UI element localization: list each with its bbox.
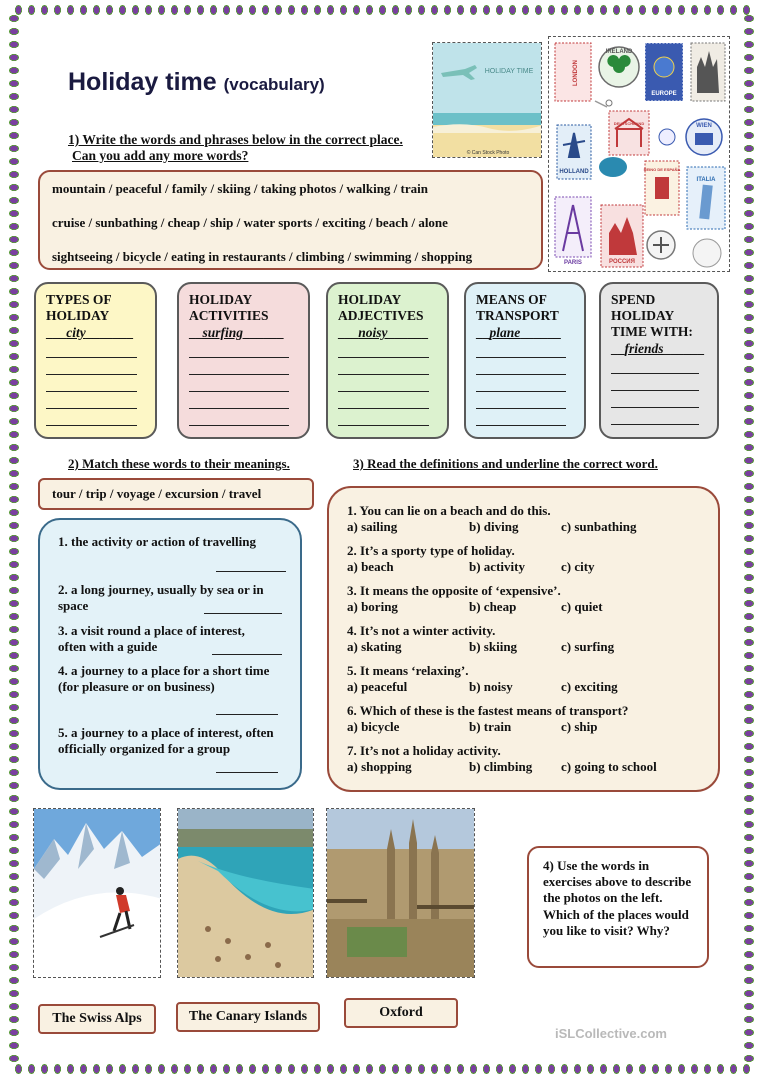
- postcard-caption: HOLIDAY TIME: [484, 68, 534, 75]
- ex1-instruction: [68, 132, 403, 164]
- photo-canary-islands: [177, 808, 314, 978]
- category-title: MEANS OF TRANSPORT: [476, 292, 559, 323]
- answer-blank[interactable]: [212, 643, 282, 655]
- answer-line[interactable]: [46, 392, 137, 409]
- definition-item: [58, 534, 286, 582]
- option-c[interactable]: c) ship: [561, 719, 598, 734]
- answer-line[interactable]: [189, 409, 289, 426]
- answer-line[interactable]: [611, 408, 699, 425]
- word-bank-line: sightseeing / bicycle / eating in restaurants / climbing / swimming / shopping: [52, 249, 473, 264]
- answer-blank[interactable]: [216, 703, 278, 715]
- page-title: [68, 68, 325, 97]
- definition-text: 2. a long journey, usually by sea or in space: [58, 582, 264, 613]
- photo-swiss-alps: [33, 808, 161, 978]
- category-example: __plane______: [476, 325, 561, 340]
- place-label-oxford: Oxford: [344, 998, 458, 1028]
- answer-line[interactable]: [46, 341, 137, 358]
- answer-line[interactable]: [611, 357, 699, 374]
- answer-line[interactable]: [46, 375, 137, 392]
- ex1-instruction-line1: 1) Write the words and phrases below in the correct place.: [68, 132, 403, 147]
- stamp-ireland: IRELAND: [605, 49, 633, 55]
- question-text: 5. It means ‘relaxing’.: [347, 663, 469, 678]
- question-text: 6. Which of these is the fastest means of transport?: [347, 703, 629, 718]
- decorative-border-right: [741, 12, 757, 1067]
- option-a[interactable]: a) beach: [347, 559, 394, 574]
- word-bank: [38, 170, 543, 270]
- ex2-word-bank: tour / trip / voyage / excursion / travel: [38, 478, 314, 510]
- answer-line[interactable]: [338, 341, 429, 358]
- answer-line[interactable]: [46, 409, 137, 426]
- answer-line[interactable]: [338, 375, 429, 392]
- answer-line[interactable]: [611, 374, 699, 391]
- answer-line[interactable]: [476, 375, 566, 392]
- option-a[interactable]: a) sailing: [347, 519, 398, 534]
- category-holiday-adjectives: [326, 282, 449, 439]
- definition-text: 3. a visit round a place of interest, often with a guide: [58, 623, 245, 654]
- stamp-london: LONDON: [573, 60, 579, 86]
- answer-blank[interactable]: [204, 602, 282, 614]
- ex3-instruction: [353, 456, 658, 472]
- question-text: 4. It’s not a winter activity.: [347, 623, 496, 638]
- postcard-credit: © Can Stock Photo: [466, 150, 510, 156]
- option-a[interactable]: a) peaceful: [347, 679, 408, 694]
- decorative-border-bottom: [12, 1061, 751, 1077]
- option-b[interactable]: b) climbing: [469, 759, 533, 774]
- option-b[interactable]: b) diving: [469, 519, 519, 534]
- answer-line[interactable]: [189, 358, 289, 375]
- ex2-instruction: 2) Match these words to their meanings.: [68, 456, 290, 471]
- option-c[interactable]: c) quiet: [561, 599, 603, 614]
- answer-line[interactable]: [476, 358, 566, 375]
- option-a[interactable]: a) skating: [347, 639, 402, 654]
- stamp-espana: REINO DE ESPAÑA: [643, 167, 681, 172]
- title-sub: (vocabulary): [223, 75, 325, 94]
- option-a[interactable]: a) shopping: [347, 759, 412, 774]
- definition-item: [58, 725, 286, 775]
- category-title: HOLIDAY ADJECTIVES: [338, 292, 424, 323]
- option-b[interactable]: b) activity: [469, 559, 525, 574]
- stamp-paris: PARIS: [564, 260, 582, 266]
- word-bank-line: cruise / sunbathing / cheap / ship / water sports / exciting / beach / alone: [52, 215, 448, 230]
- ex3-number: 3): [353, 456, 364, 471]
- option-c[interactable]: c) city: [561, 559, 595, 574]
- option-b[interactable]: b) skiing: [469, 639, 518, 654]
- place-label-swiss-alps: The Swiss Alps: [38, 1004, 156, 1034]
- stamp-holland: HOLLAND: [559, 169, 589, 175]
- answer-blank[interactable]: [216, 560, 286, 572]
- category-example: ___noisy______: [338, 325, 429, 340]
- category-means-of-transport: [464, 282, 586, 439]
- ex1-instruction-line2: Can you add any more words?: [72, 148, 249, 163]
- decorative-border-left: [6, 12, 22, 1067]
- answer-line[interactable]: [189, 392, 289, 409]
- title-main: Holiday time: [68, 68, 217, 96]
- answer-blank[interactable]: [216, 761, 278, 773]
- category-title: HOLIDAY ACTIVITIES: [189, 292, 269, 323]
- quiz-question: [347, 663, 708, 695]
- option-b[interactable]: b) train: [469, 719, 512, 734]
- quiz-question: [347, 543, 708, 575]
- quiz-question: [347, 743, 708, 775]
- quiz-question: [347, 503, 708, 535]
- stamp-wien: WIEN: [696, 123, 712, 129]
- word-bank-line: mountain / peaceful / family / skiing / taking photos / walking / train: [52, 181, 428, 196]
- option-c[interactable]: c) exciting: [561, 679, 618, 694]
- decorative-border-top: [12, 2, 751, 18]
- option-a[interactable]: a) boring: [347, 599, 398, 614]
- quiz-question: [347, 623, 708, 655]
- option-a[interactable]: a) bicycle: [347, 719, 400, 734]
- question-text: 2. It’s a sporty type of holiday.: [347, 543, 515, 558]
- definition-text: 4. a journey to a place for a short time (for pleasure or on business): [58, 663, 270, 694]
- category-types-of-holiday: [34, 282, 157, 439]
- ex4-task-box: 4) Use the words in exercises above to describe the photos on the left. Which of the places would you like to visit? Why?: [527, 846, 709, 968]
- answer-line[interactable]: [338, 392, 429, 409]
- answer-line[interactable]: [476, 392, 566, 409]
- site-watermark: iSLCollective.com: [555, 1026, 667, 1041]
- definition-text: 5. a journey to a place of interest, often officially organized for a group: [58, 725, 274, 756]
- category-title: TYPES OF HOLIDAY: [46, 292, 112, 323]
- category-example: ___city_______: [46, 325, 133, 340]
- stamp-italia: ITALIA: [696, 177, 716, 183]
- place-label-canary-islands: The Canary Islands: [176, 1002, 320, 1032]
- category-holiday-activities: [177, 282, 310, 439]
- postcard-illustration: [432, 42, 542, 158]
- option-b[interactable]: b) cheap: [469, 599, 517, 614]
- stamps-collage: [548, 36, 730, 272]
- definition-item: [58, 582, 286, 623]
- ex3-quiz-box: [327, 486, 720, 792]
- option-c[interactable]: c) going to school: [561, 759, 657, 774]
- question-text: 3. It means the opposite of ‘expensive’.: [347, 583, 561, 598]
- answer-line[interactable]: [189, 341, 289, 358]
- photo-oxford: [326, 808, 475, 978]
- answer-line[interactable]: [189, 375, 289, 392]
- answer-line[interactable]: [338, 409, 429, 426]
- quiz-question: [347, 583, 708, 615]
- option-b[interactable]: b) noisy: [469, 679, 513, 694]
- question-text: 7. It’s not a holiday activity.: [347, 743, 501, 758]
- definition-item: [58, 623, 286, 663]
- category-example: __friends______: [611, 341, 705, 356]
- option-c[interactable]: c) sunbathing: [561, 519, 637, 534]
- category-title: SPEND HOLIDAY TIME WITH:: [611, 292, 693, 339]
- answer-line[interactable]: [476, 341, 566, 358]
- ex3-text: Read the definitions and underline the correct word.: [363, 456, 658, 471]
- definition-item: [58, 663, 286, 725]
- quiz-question: [347, 703, 708, 735]
- definition-text: 1. the activity or action of travelling: [58, 534, 256, 549]
- answer-line[interactable]: [46, 358, 137, 375]
- question-text: 1. You can lie on a beach and do this.: [347, 503, 551, 518]
- stamp-russia: РОССИЯ: [609, 259, 635, 265]
- ex2-definitions-box: [38, 518, 302, 790]
- category-example: __surfing______: [189, 325, 284, 340]
- option-c[interactable]: c) surfing: [561, 639, 615, 654]
- answer-line[interactable]: [611, 391, 699, 408]
- category-spend-holiday-time-with: [599, 282, 719, 439]
- stamp-deutschland: DEUTSCHLAND: [613, 121, 645, 126]
- answer-line[interactable]: [476, 409, 566, 426]
- stamp-europe: EUROPE: [651, 91, 677, 97]
- answer-line[interactable]: [338, 358, 429, 375]
